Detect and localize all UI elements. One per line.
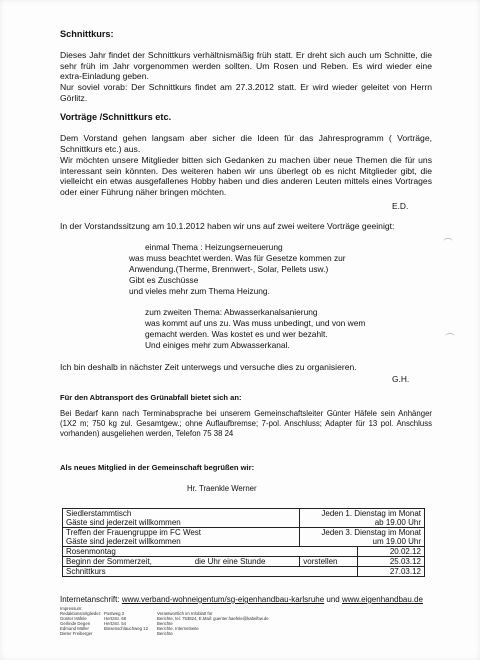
- new-member-name: Hr. Traenkle Werner: [187, 484, 257, 493]
- table-cell: [63, 509, 300, 528]
- heading-schnittkurs: Schnittkurs:: [60, 29, 114, 39]
- schnittkurs-paragraph-1: Dieses Jahr findet der Schnittkurs verhältnismäßig früh statt. Er dreht sich auch um Schnitte, die sehr früh im Jahr vorgenommen werden sollten. Um Rosen und Reben. Es wird wieder eine extra-Einladung geben.: [60, 50, 432, 82]
- impressum-text: Hertzstr. 54: [104, 621, 126, 627]
- event-time: um 19.00 Uhr: [372, 537, 421, 546]
- table-row: [63, 509, 425, 528]
- impressum-text: Edmund Müller: [60, 626, 89, 632]
- thema1-line-3: Anwendung.(Therme, Brennwert-, Solar, Pellets usw.): [129, 264, 329, 274]
- scan-mark: [443, 238, 453, 245]
- event-schedule: Jeden 1. Dienstag im Monat: [321, 509, 421, 518]
- impressum-text: Dieter Freiberger: [60, 631, 93, 637]
- vortraege-paragraph-2: Wir möchten unsere Mitglieder bitten sich Gedanken zu machen über neue Themen die für uns interessant sein könnten. Des weiteren haben wir uns überlegt ob es nicht Mitglieder gibt, die vielleicht ein etwas ausgefallenes Hobby haben und dies anderen Leuten mittels eines Vortrages oder einer Führung näher bringen möchten.: [60, 155, 432, 197]
- impressum-text: Verantwortlich im Infoblatt für: [157, 611, 213, 617]
- footer: [60, 595, 440, 604]
- impressum: [60, 606, 269, 637]
- impressum-text: Berichte, tel. 753824, E.Mail: guenter.haefele@kabelbw.de: [157, 616, 269, 622]
- footer-line: [60, 595, 440, 604]
- impressum-title: Impressum:: [60, 606, 83, 611]
- event-label: Beginn der Sommerzeit,: [63, 557, 192, 567]
- heading-vortraege: Vorträge /Schnittkurs etc.: [60, 112, 172, 122]
- thema1-line-4: Gibt es Zuschüsse: [129, 275, 199, 285]
- event-note: Gäste sind jederzeit willkommen: [66, 537, 181, 546]
- impressum-text: Redaktionsmitglieder:: [60, 611, 102, 617]
- schnittkurs-paragraph-2: Nur soviel vorab: Der Schnittkurs findet am 27.3.2012 statt. Er wird wieder geleitet von Herrn Görlitz.: [60, 82, 432, 103]
- impressum-names: [60, 611, 108, 636]
- impressum-text: Hertzstr. 68: [104, 616, 126, 622]
- vorstandssitzung-intro: In der Vorstandssitzung am 10.1.2012 haben wir uns auf zwei weitere Vorträge geeinigt:: [60, 221, 395, 231]
- signature-gh: G.H.: [392, 374, 410, 384]
- impressum-text: Berichte, Internetseite: [157, 626, 199, 632]
- impressum-text: Binsenschlauchweg 12: [104, 626, 148, 632]
- thema2-line-1: zum zweiten Thema: Abwasserkanalsanierung: [145, 307, 318, 317]
- impressum-text: Günter Häfele: [60, 616, 87, 622]
- scan-mark: [445, 333, 455, 340]
- event-label: Schnittkurs: [63, 567, 358, 577]
- event-date: 27.03.12: [358, 567, 425, 577]
- impressum-text: Berichte: [157, 621, 173, 627]
- gruenabfall-text: Bei Bedarf kann nach Terminabsprache bei unserem Gemeinschaftsleiter Günter Häfele sein Anhänger (1X2 m; 750 kg zul. Gesamtgew.; ohne Auflaufbremse; 7-pol. Anschluss; Adapter für 13 pol. Anschluss vorhanden) ausgeliehen werden, Telefon 75 38 24: [60, 409, 432, 439]
- events-table: [62, 508, 425, 577]
- signature-ed: E.D.: [392, 201, 409, 211]
- table-row: [63, 567, 425, 577]
- event-label: Rosenmontag: [63, 547, 358, 557]
- heading-neues-mitglied: Als neues Mitglied in der Gemeinschaft begrüßen wir:: [60, 463, 255, 472]
- table-row: [63, 547, 425, 557]
- event-label: Treffen der Frauengruppe im FC West: [66, 528, 202, 537]
- thema2-line-2: was kommt auf uns zu. Was muss unbedingt, und von wem: [145, 318, 366, 328]
- impressum-text: Postweg 3: [104, 611, 125, 617]
- impressum-text: Gerlinde Degen: [60, 621, 91, 627]
- event-label-continued: vorstellen: [300, 557, 358, 567]
- vortraege-paragraph-1: Dem Vorstand gehen langsam aber sicher die Ideen für das Jahresprogramm ( Vorträge, Schnittkurs etc.) aus.: [60, 133, 432, 154]
- table-row: [63, 528, 425, 547]
- event-schedule: Jeden 3. Dienstag im Monat: [321, 528, 421, 537]
- table-row: [63, 557, 425, 567]
- thema2-line-4: Und einiges mehr zum Abwasserkanal.: [145, 340, 290, 350]
- thema2-line-3: gemacht werden. Was kostet es und wer bezahlt.: [145, 329, 328, 339]
- event-date: 20.02.12: [358, 547, 425, 557]
- event-date: 25.03.12: [358, 557, 425, 567]
- heading-gruenabfall: Für den Abtransport des Grünabfall bietet sich an:: [60, 393, 242, 402]
- thema1-line-2: was muss beachtet werden. Was für Gesetze kommen zur: [129, 253, 346, 263]
- event-label: Siedlerstammtisch: [66, 509, 132, 518]
- thema1-line-1: einmal Thema : Heizungserneuerung: [145, 242, 283, 252]
- table-cell: [63, 528, 300, 547]
- thema1-line-5: und vieles mehr zum Thema Heizung.: [129, 286, 270, 296]
- impressum-responsibilities: [157, 611, 357, 636]
- website-link-2[interactable]: www.eigenhandbau.de: [342, 595, 423, 604]
- footer-und: und: [326, 595, 340, 604]
- table-cell: [300, 528, 425, 547]
- internet-label: Internetanschrift:: [60, 595, 120, 604]
- table-cell: [300, 509, 425, 528]
- impressum-addresses: [104, 611, 156, 631]
- event-time: ab 19.00 Uhr: [374, 518, 421, 527]
- closing-text: Ich bin deshalb in nächster Zeit unterwegs und versuche dies zu organisieren.: [60, 362, 357, 372]
- event-label-continued: die Uhr eine Stunde: [192, 557, 300, 567]
- impressum-text: Berichte: [157, 631, 173, 637]
- website-link-1[interactable]: www.verband-wohneigentum/sg-eigenhandbau-karlsruhe: [121, 595, 325, 604]
- event-note: Gäste sind jederzeit willkommen: [66, 518, 181, 527]
